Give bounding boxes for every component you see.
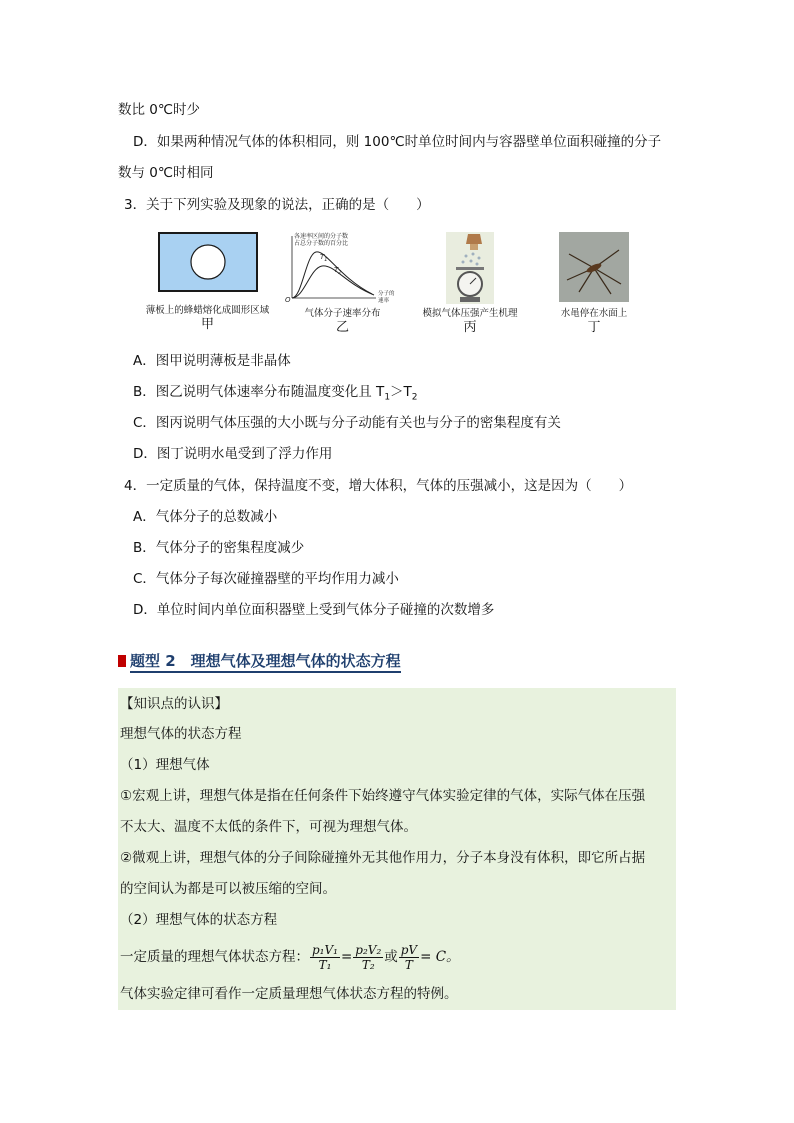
figure-label: 甲: [200, 317, 214, 332]
figure-caption: 薄板上的蜂蜡熔化成圆形区域: [145, 305, 270, 316]
fraction-1: $\frac{\text{p₁V₁}}{\text{T₁}}$: [312, 942, 338, 972]
knowledge-line: ②微观上讲，理想气体的分子间除碰撞外无其他作用力，分子本身没有体积，即它所占据: [120, 850, 646, 866]
figure-label: 丙: [463, 320, 477, 335]
figure-caption: 气体分子速率分布: [304, 308, 381, 319]
q3-option-c: C．图丙说明气体压强的大小既与分子动能有关也与分子的密集程度有关: [133, 415, 561, 431]
q4-option-b: B．气体分子的密集程度减少: [133, 540, 305, 556]
text-line: 数比 0℃时少: [118, 102, 201, 118]
graph-origin: O: [284, 296, 291, 304]
option-d-line2: 数与 0℃时相同: [118, 165, 214, 181]
knowledge-box: [118, 688, 676, 1010]
figure-caption: 水黾停在水面上: [560, 308, 628, 319]
question-4-stem: 4．一定质量的气体，保持温度不变，增大体积，气体的压强减小，这是因为（ ）: [124, 478, 633, 494]
pressure-model-image: [446, 232, 494, 304]
speed-distribution-graph: [284, 232, 402, 306]
curve-label-t2: $T_2$: [333, 266, 341, 276]
state-equation-line: 一定质量的理想气体状态方程： $\frac{\text{p₁V₁}}{\text{T₁}}$ = $\frac{\text{p₂V₂}}{\text{T₂}}$ 或 $\frac{pV}{T}$ = C。: [120, 942, 460, 972]
knowledge-line: 不太大、温度不太低的条件下，可视为理想气体。: [120, 819, 417, 835]
figure-ding: [544, 232, 644, 336]
knowledge-line: 的空间认为都是可以被压缩的空间。: [120, 881, 336, 897]
wax-plate-image: [158, 232, 258, 292]
q4-option-a: A．气体分子的总数减小: [133, 509, 278, 525]
figure-label: 丁: [587, 320, 601, 335]
figure-bing: [410, 232, 530, 336]
question-3-stem: 3．关于下列实验及现象的说法，正确的是（ ）: [124, 197, 430, 213]
heading-marker: [118, 655, 126, 667]
figure-row: [140, 232, 660, 337]
q4-option-c: C．气体分子每次碰撞器壁的平均作用力减小: [133, 571, 399, 587]
fraction-2: $\frac{\text{p₂V₂}}{\text{T₂}}$: [355, 942, 382, 972]
curve-label-t1: $T_1$: [319, 253, 327, 263]
q3-option-a: A．图甲说明薄板是非晶体: [133, 353, 291, 369]
q3-option-b: B．图乙说明气体速率分布随温度变化且 $T_1>T_2$: [133, 384, 418, 403]
fraction-3: $\frac{pV}{T}$: [400, 942, 418, 972]
q4-option-d: D．单位时间内单位面积器壁上受到气体分子碰撞的次数增多: [133, 602, 495, 618]
figure-label: 乙: [335, 320, 349, 335]
knowledge-line: （2）理想气体的状态方程: [120, 912, 278, 928]
graph-x-title-2: 速率: [377, 298, 389, 304]
graph-y-title-1: 各速率区间的分子数: [293, 233, 348, 240]
figure-caption: 模拟气体压强产生机理: [422, 308, 518, 319]
knowledge-line: ①宏观上讲，理想气体是指在任何条件下始终遵守气体实验定律的气体，实际气体在压强: [120, 788, 646, 804]
figure-jia: [140, 232, 275, 333]
knowledge-line: 理想气体的状态方程: [120, 726, 242, 742]
graph-x-title-1: 分子的: [377, 291, 395, 297]
section-title: 题型 2 理想气体及理想气体的状态方程: [130, 652, 401, 673]
q3-option-d: D．图丁说明水黾受到了浮力作用: [133, 446, 333, 462]
knowledge-line: 气体实验定律可看作一定质量理想气体状态方程的特例。: [120, 986, 458, 1002]
water-strider-image: [559, 232, 629, 302]
graph-y-title-2: 占总分子数的百分比: [293, 240, 348, 247]
knowledge-header: 【知识点的认识】: [120, 696, 228, 712]
option-d-line1: D．如果两种情况气体的体积相同，则 100℃时单位时间内与容器壁单位面积碰撞的分子: [133, 134, 662, 150]
knowledge-line: （1）理想气体: [120, 757, 210, 773]
section-heading: [118, 650, 401, 671]
figure-yi: [280, 232, 405, 336]
